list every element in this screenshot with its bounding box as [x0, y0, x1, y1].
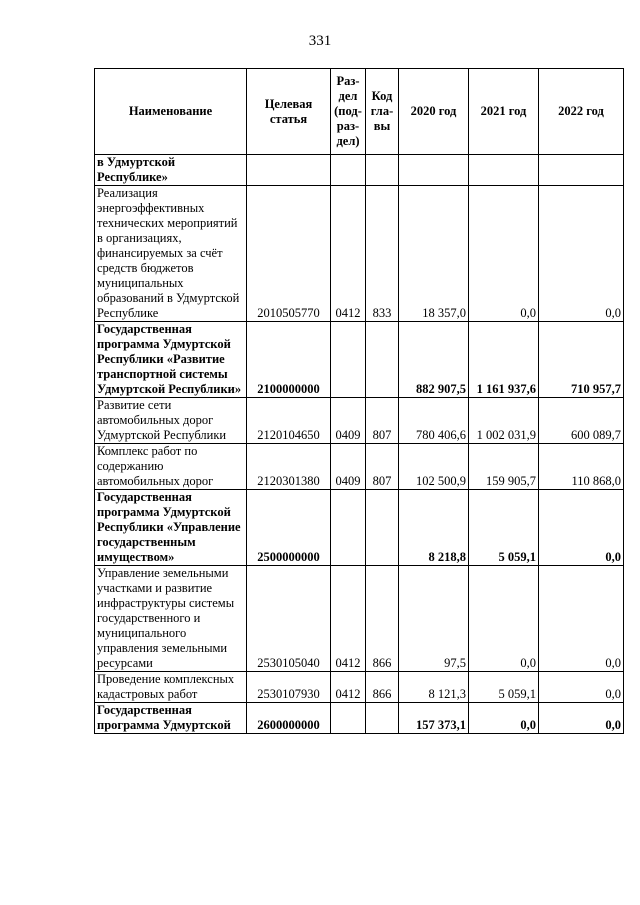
cell-y2022: 110 868,0: [539, 444, 624, 490]
table-row: [95, 703, 624, 734]
cell-section: [331, 490, 366, 566]
cell-section: [331, 155, 366, 186]
cell-y2020: 8 218,8: [399, 490, 469, 566]
header-2020: 2020 год: [399, 69, 469, 155]
cell-y2021: 5 059,1: [469, 490, 539, 566]
cell-name: Комплекс работ по содержанию автомобильных дорог: [95, 444, 247, 490]
cell-y2021: [469, 155, 539, 186]
cell-y2022: 0,0: [539, 566, 624, 672]
table-row: [95, 672, 624, 703]
cell-y2022: 710 957,7: [539, 322, 624, 398]
cell-y2021: 0,0: [469, 186, 539, 322]
cell-name: Государственная программа Удмуртской: [95, 703, 247, 734]
cell-name: Государственная программа Удмуртской Республики «Управление государственным имуществом»: [95, 490, 247, 566]
table-row: [95, 155, 624, 186]
cell-section: 0409: [331, 398, 366, 444]
cell-section: [331, 703, 366, 734]
table-row: [95, 566, 624, 672]
cell-target: 2100000000: [247, 322, 331, 398]
header-name: Наименование: [95, 69, 247, 155]
cell-y2020: 97,5: [399, 566, 469, 672]
cell-y2021: 5 059,1: [469, 672, 539, 703]
cell-y2022: [539, 155, 624, 186]
header-2021: 2021 год: [469, 69, 539, 155]
cell-chapter: 866: [366, 672, 399, 703]
cell-section: 0412: [331, 566, 366, 672]
cell-y2021: 1 002 031,9: [469, 398, 539, 444]
page-number: 331: [308, 33, 332, 49]
budget-table: [94, 68, 624, 734]
cell-y2021: 1 161 937,6: [469, 322, 539, 398]
cell-target: 2500000000: [247, 490, 331, 566]
table-row: [95, 398, 624, 444]
cell-chapter: 807: [366, 444, 399, 490]
cell-y2021: 159 905,7: [469, 444, 539, 490]
cell-y2020: 102 500,9: [399, 444, 469, 490]
cell-section: [331, 322, 366, 398]
cell-target: [247, 155, 331, 186]
cell-y2020: 8 121,3: [399, 672, 469, 703]
cell-name: в Удмуртской Республике»: [95, 155, 247, 186]
cell-y2020: 18 357,0: [399, 186, 469, 322]
cell-section: 0412: [331, 672, 366, 703]
cell-name: Управление земельными участками и развитие инфраструктуры системы государственного и муниципального управления земельными ресурсами: [95, 566, 247, 672]
cell-y2020: 882 907,5: [399, 322, 469, 398]
cell-y2022: 0,0: [539, 703, 624, 734]
cell-target: 2600000000: [247, 703, 331, 734]
header-target: Целевая статья: [247, 69, 331, 155]
cell-name: Государственная программа Удмуртской Республики «Развитие транспортной системы Удмуртской Республики»: [95, 322, 247, 398]
cell-name: Проведение комплексных кадастровых работ: [95, 672, 247, 703]
cell-chapter: 866: [366, 566, 399, 672]
cell-name: Развитие сети автомобильных дорог Удмуртской Республики: [95, 398, 247, 444]
cell-chapter: [366, 322, 399, 398]
cell-y2021: 0,0: [469, 566, 539, 672]
header-section: Раз-дел (под-раз-дел): [331, 69, 366, 155]
cell-y2022: 0,0: [539, 490, 624, 566]
cell-section: 0409: [331, 444, 366, 490]
cell-chapter: [366, 703, 399, 734]
cell-y2022: 0,0: [539, 186, 624, 322]
cell-chapter: 833: [366, 186, 399, 322]
cell-y2022: 600 089,7: [539, 398, 624, 444]
cell-chapter: [366, 155, 399, 186]
header-row: [95, 69, 624, 155]
cell-chapter: [366, 490, 399, 566]
header-2022: 2022 год: [539, 69, 624, 155]
cell-section: 0412: [331, 186, 366, 322]
cell-name: Реализация энергоэффективных технических мероприятий в организациях, финансируемых за счёт средств бюджетов муниципальных образований в Удмуртской Республике: [95, 186, 247, 322]
header-chapter: Код гла-вы: [366, 69, 399, 155]
cell-y2020: [399, 155, 469, 186]
cell-target: 2010505770: [247, 186, 331, 322]
cell-y2022: 0,0: [539, 672, 624, 703]
cell-target: 2120104650: [247, 398, 331, 444]
cell-y2020: 157 373,1: [399, 703, 469, 734]
cell-y2021: 0,0: [469, 703, 539, 734]
cell-target: 2530107930: [247, 672, 331, 703]
cell-target: 2120301380: [247, 444, 331, 490]
table-row: [95, 186, 624, 322]
cell-chapter: 807: [366, 398, 399, 444]
table-row: [95, 444, 624, 490]
cell-target: 2530105040: [247, 566, 331, 672]
table-row: [95, 490, 624, 566]
cell-y2020: 780 406,6: [399, 398, 469, 444]
table-row: [95, 322, 624, 398]
